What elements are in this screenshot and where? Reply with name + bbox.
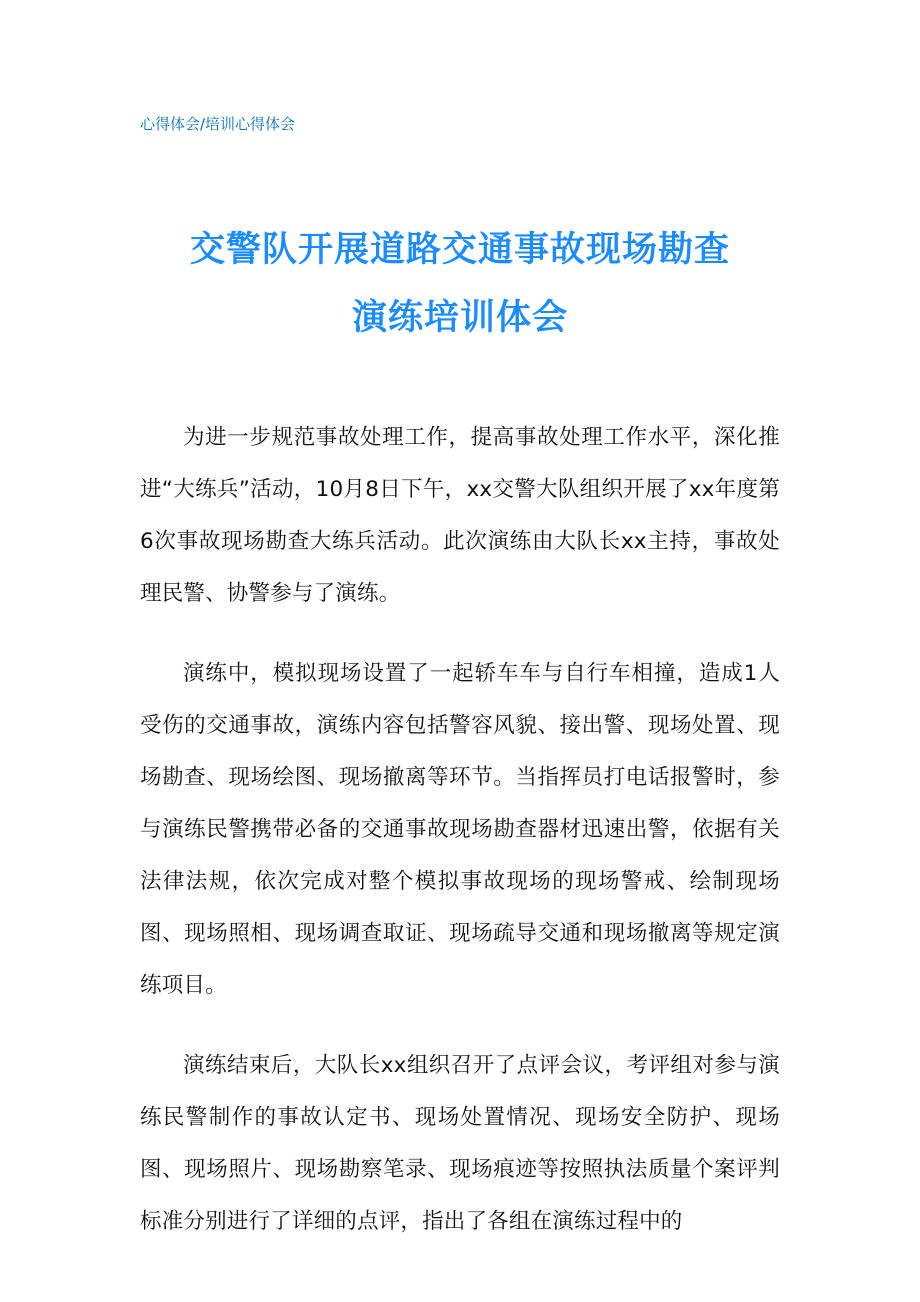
paragraph: 为进一步规范事故处理工作，提高事故处理工作水平，深化推进“大练兵”活动，10月8日下午，xx交警大队组织开展了xx年度第6次事故现场勘查大练兵活动。此次演练由大队长xx主持，事故处理民警、协警参与了演练。 bbox=[140, 425, 780, 606]
paragraph: 演练结束后，大队长xx组织召开了点评会议，考评组对参与演练民警制作的事故认定书、现场处置情况、现场安全防护、现场图、现场照片、现场勘察笔录、现场痕迹等按照执法质量个案评判标准分别进行了详细的点评，指出了各组在演练过程中的 bbox=[140, 1053, 780, 1234]
article-body bbox=[140, 412, 780, 1276]
page-title bbox=[120, 216, 800, 352]
title-line-2: 演练培训体会 bbox=[351, 298, 568, 338]
paragraph: 演练中，模拟现场设置了一起轿车车与自行车相撞，造成1人受伤的交通事故，演练内容包括警容风貌、接出警、现场处置、现场勘查、现场绘图、现场撤离等环节。当指挥员打电话报警时，参与演练民警携带必备的交通事故现场勘查器材迅速出警，依据有关法律法规，依次完成对整个模拟事故现场的现场警戒、绘制现场图、现场照相、现场调查取证、现场疏导交通和现场撤离等规定演练项目。 bbox=[140, 661, 780, 998]
breadcrumb[interactable]: 心得体会/培训心得体会 bbox=[140, 115, 296, 133]
title-line-1: 交警队开展道路交通事故现场勘查 bbox=[189, 230, 730, 270]
